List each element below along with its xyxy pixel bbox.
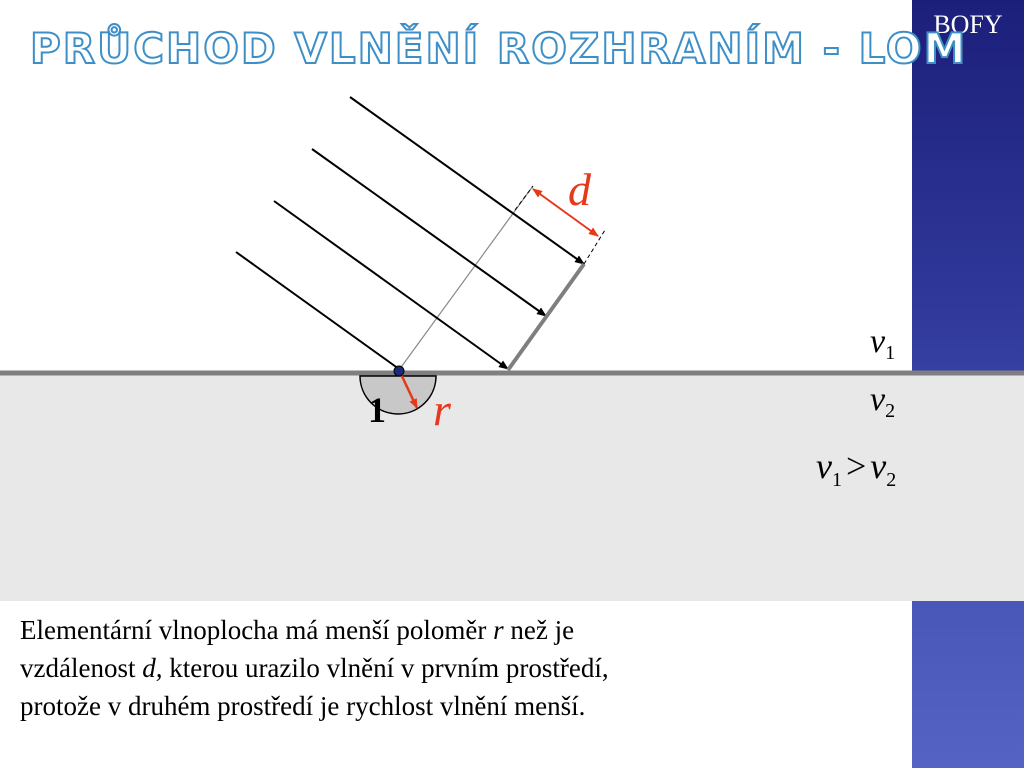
incident-ray-4: [350, 97, 584, 264]
page-title: PRŮCHOD VLNĚNÍ ROZHRANÍM - LOM: [30, 24, 968, 73]
incident-ray-2: [274, 201, 508, 369]
caption-line-3: protože v druhém prostředí je rychlost vlnění menší.: [20, 691, 586, 721]
v1-subscript: 1: [885, 342, 896, 364]
caption-d-symbol: d,: [142, 653, 163, 683]
caption-line-1-b: než je: [503, 615, 575, 645]
label-r: r: [433, 384, 451, 435]
brand-label: BOFY: [933, 10, 1003, 39]
v2-symbol: v: [870, 381, 886, 418]
v1-symbol: v: [870, 323, 886, 360]
label-v1: [870, 323, 895, 364]
relation-left-subscript: 1: [831, 469, 842, 491]
relation-right-subscript: 2: [886, 469, 897, 491]
caption-line-2-a: vzdálenost: [20, 653, 143, 683]
label-d: d: [568, 164, 591, 215]
caption-line-1: [20, 611, 900, 649]
dashed-extension-right: [584, 230, 605, 264]
entry-point: [394, 366, 404, 376]
incident-ray-1: [236, 252, 399, 369]
label-wavelet-number: 1: [368, 390, 386, 430]
explanation-text: [20, 611, 900, 725]
caption-line-2: [20, 649, 900, 687]
v2-subscript: 2: [885, 400, 896, 422]
relation-right-symbol: v: [870, 446, 887, 486]
relation-operator: >: [845, 446, 867, 486]
label-v2: [870, 381, 895, 422]
wavefront-segment: [508, 264, 584, 370]
caption-r-symbol: r: [493, 615, 504, 645]
relation-left-symbol: v: [816, 446, 832, 486]
incident-ray-3: [312, 149, 546, 316]
caption-line-1-a: Elementární vlnoplocha má menší poloměr: [20, 615, 494, 645]
relation-v1-gt-v2: [816, 446, 896, 491]
caption-line-2-b: kterou urazilo vlnění v prvním prostředí,: [162, 653, 609, 683]
